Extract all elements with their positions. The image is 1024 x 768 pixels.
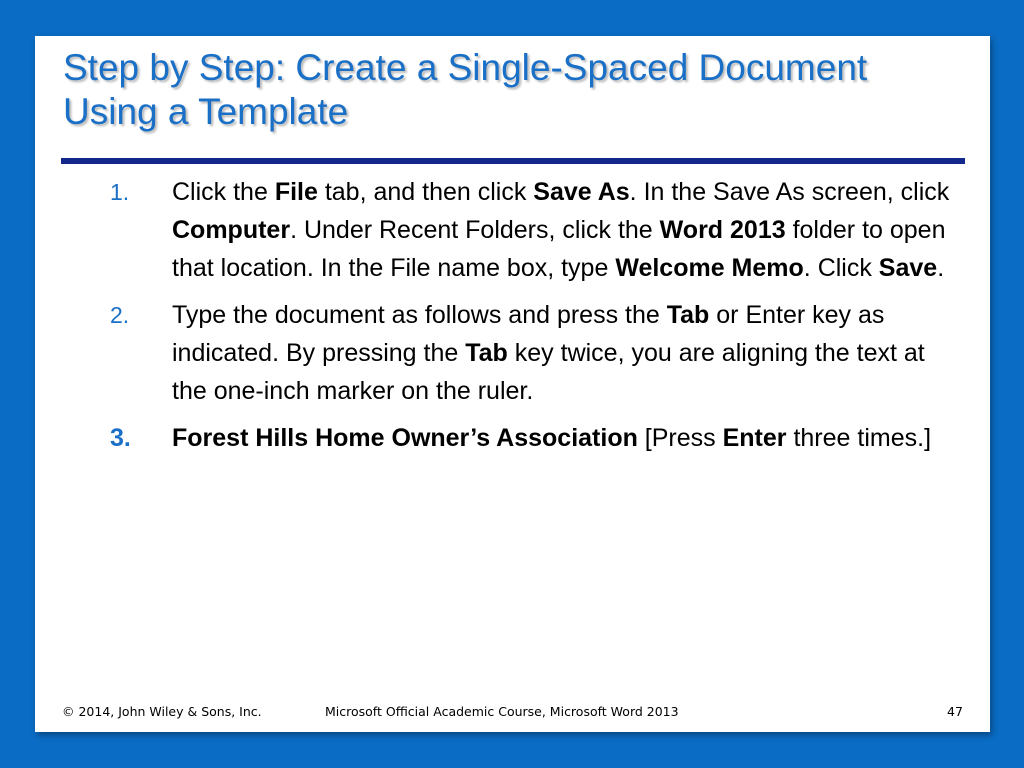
step-number: 1. (110, 179, 130, 205)
step-text: Forest Hills Home Owner’s Association [Press Enter three times.] (172, 424, 932, 452)
step-number: 2. (110, 302, 130, 328)
slide (35, 36, 990, 732)
step-item (105, 419, 955, 457)
step-item (105, 296, 955, 410)
step-text: Type the document as follows and press the Tab or Enter key as indicated. By pressing the Tab key twice, you are aligning the text at the one-inch marker on the ruler. (172, 301, 925, 405)
footer-page-number: 47 (947, 704, 963, 719)
slide-title: Step by Step: Create a Single-Spaced Document Using a Template (63, 47, 868, 132)
steps-list (105, 173, 955, 466)
footer-copyright: © 2014, John Wiley & Sons, Inc. (62, 704, 262, 719)
footer-course-name: Microsoft Official Academic Course, Microsoft Word 2013 (325, 704, 679, 719)
step-number: 3. (110, 424, 131, 452)
title-divider (61, 158, 965, 164)
step-text: Click the File tab, and then click Save As. In the Save As screen, click Computer. Under Recent Folders, click the Word 2013 folder to open that location. In the File name box, type Welcome Memo. Click Save. (172, 178, 950, 282)
step-item (105, 173, 955, 287)
